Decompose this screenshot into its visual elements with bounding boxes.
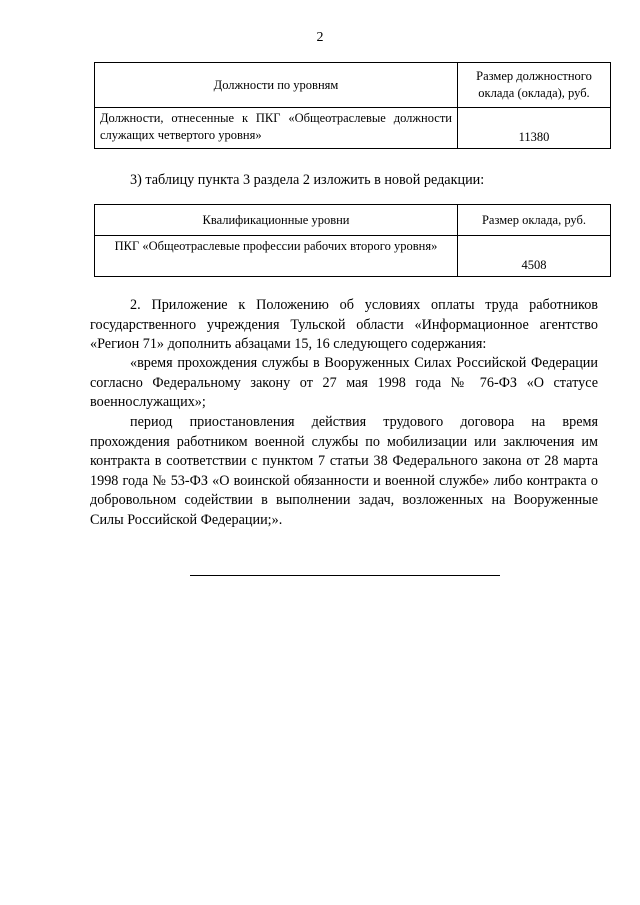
table-cell-salary: 4508 xyxy=(458,236,611,277)
item-3-text: 3) таблицу пункта 3 раздела 2 изложить в новой редакции: xyxy=(130,172,485,188)
salary-table-positions xyxy=(94,62,611,149)
closing-divider-line xyxy=(190,575,500,576)
table-cell-position: Должности, отнесенные к ПКГ «Общеотраслевые должности служащих четвертого уровня» xyxy=(95,108,458,149)
table-header-salary: Размер оклада, руб. xyxy=(458,205,611,236)
table-header-row xyxy=(95,63,611,108)
page-number: 2 xyxy=(316,30,324,45)
table-header-salary: Размер должностного оклада (оклада), руб. xyxy=(458,63,611,108)
paragraph-2: 2. Приложение к Положению об условиях оплаты труда работников государственного учреждения Тульской области «Информационное агентство «Регион 71» дополнить абзацами 15, 16 следующего содержания: xyxy=(90,297,598,352)
quote-paragraph-1: «время прохождения службы в Вооруженных Силах Российской Федерации согласно Федеральному закону от 27 мая 1998 года № 76-ФЗ «О статусе военнослужащих»; xyxy=(90,355,598,410)
quote-paragraph-2: период приостановления действия трудового договора на время прохождения работником военной службы по мобилизации или заключения им контракта в соответствии с пунктом 7 статьи 38 Федерального закона от 28 марта 1998 года № 53-ФЗ «О воинской обязанности и военной службе» либо контракта о добровольном содействии в выполнении задач, возложенных на Вооруженные Силы Российской Федерации;». xyxy=(90,414,598,528)
table-header-positions: Должности по уровням xyxy=(95,63,458,108)
table-cell-salary: 11380 xyxy=(458,108,611,149)
salary-table-qualification xyxy=(94,204,611,277)
table-header-qualification: Квалификационные уровни xyxy=(95,205,458,236)
table-header-row xyxy=(95,205,611,236)
table-row xyxy=(95,108,611,149)
table-cell-qualification: ПКГ «Общеотраслевые профессии рабочих второго уровня» xyxy=(95,236,458,277)
table-row xyxy=(95,236,611,277)
